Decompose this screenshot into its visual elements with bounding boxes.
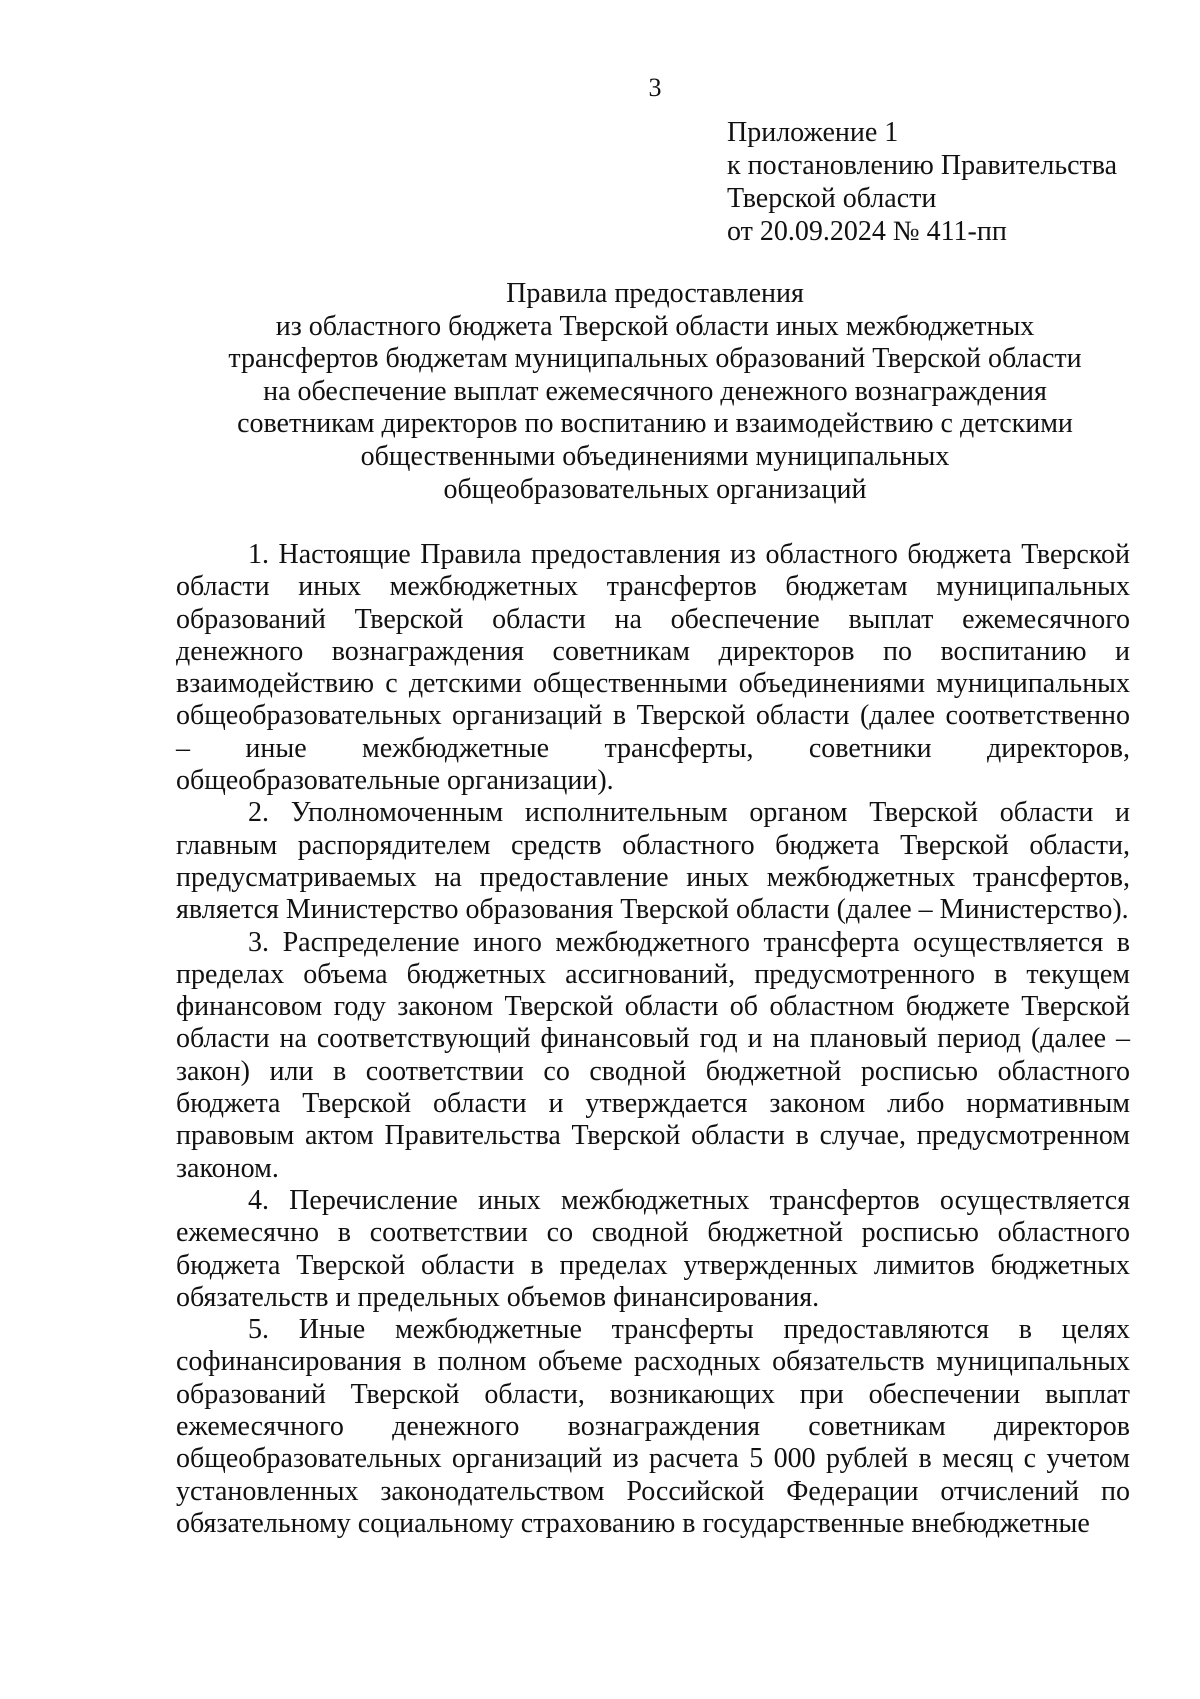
title-line: из областного бюджета Тверской области иных межбюджетных <box>275 310 1035 342</box>
paragraph: 1. Настоящие Правила предоставления из областного бюджета Тверской области иных межбюджетных трансфертов бюджетам муниципальных образований Тверской области на обеспечение выплат ежемесячного денежного вознаграждения советникам директоров по воспитанию и взаимодействию с детскими общественными объединениями муниципальных общеобразовательных организаций в Тверской области (далее соответственно – иные межбюджетные трансферты, советники директоров, общеобразовательные организации). <box>176 539 1130 797</box>
appendix-line: от 20.09.2024 № 411-пп <box>727 216 1007 247</box>
paragraph: 4. Перечисление иных межбюджетных трансфертов осуществляется ежемесячно в соответствии со сводной бюджетной росписью областного бюджета Тверской области в пределах утвержденных лимитов бюджетных обязательств и предельных объемов финансирования. <box>176 1184 1130 1313</box>
title-line: трансфертов бюджетам муниципальных образований Тверской области <box>228 343 1082 375</box>
title-line: советникам директоров по воспитанию и взаимодействию с детскими <box>237 408 1073 440</box>
title-line: общественными объединениями муниципальных <box>360 440 950 472</box>
paragraph: 5. Иные межбюджетные трансферты предоставляются в целях софинансирования в полном объеме расходных обязательств муниципальных образований Тверской области, возникающих при обеспечении выплат ежемесячного денежного вознаграждения советникам директоров общеобразовательных организаций из расчета 5 000 рублей в месяц с учетом установленных законодательством Российской Федерации отчислений по обязательному социальному страхованию в государственные внебюджетные <box>176 1314 1130 1539</box>
title-line: на обеспечение выплат ежемесячного денежного вознаграждения <box>263 375 1047 407</box>
document-title <box>180 278 1130 506</box>
document-body <box>176 539 1130 1540</box>
paragraph: 2. Уполномоченным исполнительным органом Тверской области и главным распорядителем средств областного бюджета Тверской области, предусматриваемых на предоставление иных межбюджетных трансфертов, является Министерство образования Тверской области (далее – Министерство). <box>176 797 1130 926</box>
appendix-line: к постановлению Правительства <box>727 150 1118 181</box>
appendix-line: Тверской области <box>727 183 937 214</box>
appendix-block <box>727 116 1167 248</box>
appendix-line: Приложение 1 <box>727 117 899 148</box>
page-number: 3 <box>648 73 662 102</box>
paragraph: 3. Распределение иного межбюджетного трансферта осуществляется в пределах объема бюджетных ассигнований, предусмотренного в текущем финансовом году законом Тверской области об областном бюджете Тверской области на соответствующий финансовый год и на плановый период (далее – закон) или в соответствии со сводной бюджетной росписью областного бюджета Тверской области и утверждается законом либо нормативным правовым актом Правительства Тверской области в случае, предусмотренном законом. <box>176 926 1130 1184</box>
title-line: Правила предоставления <box>506 278 804 309</box>
title-line: общеобразовательных организаций <box>443 473 867 505</box>
